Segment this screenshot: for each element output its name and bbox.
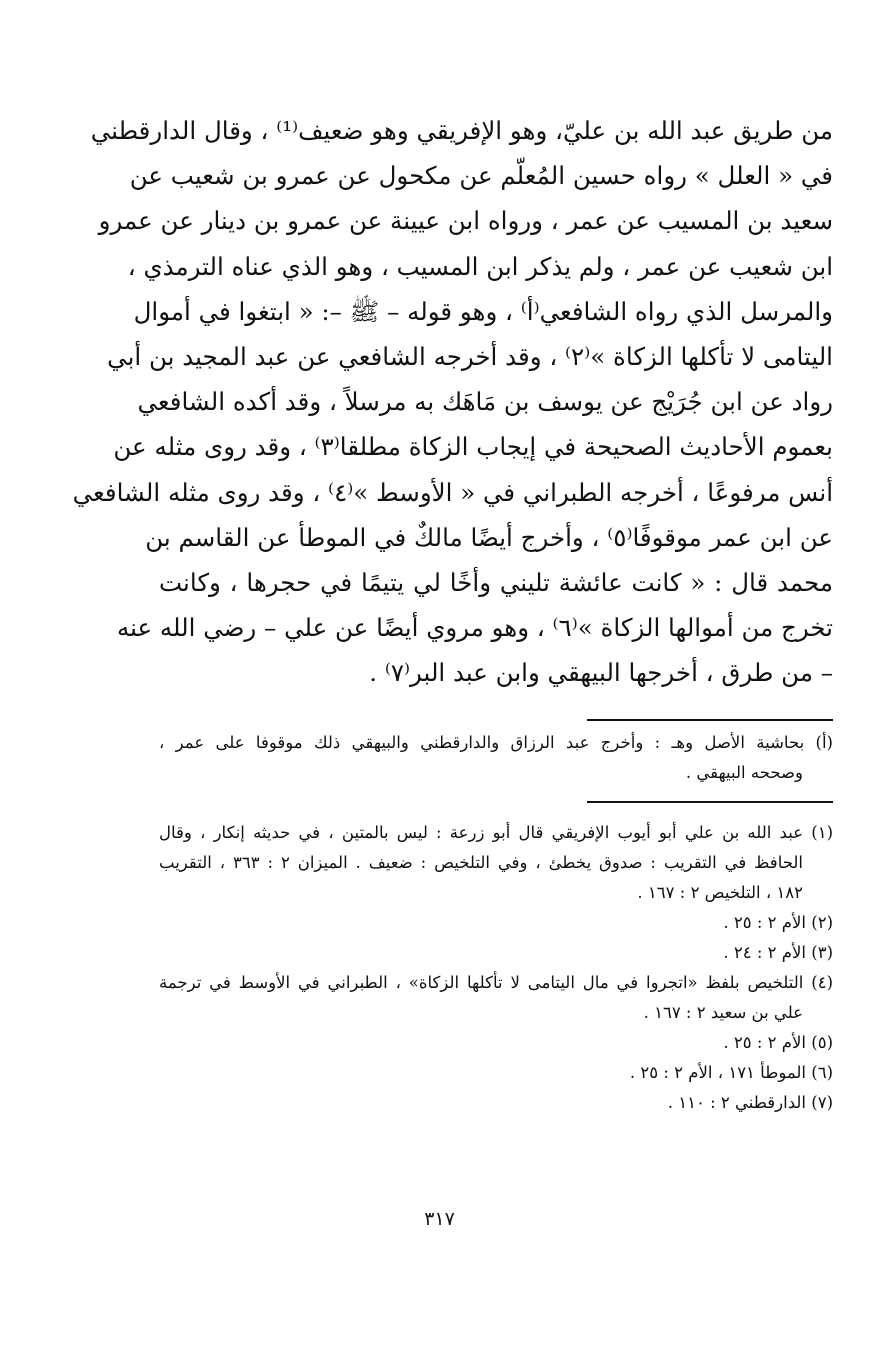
sidenote-line: وصححه البيهقي . [685,763,803,782]
footnote-line: (٣) الأم ٢ : ٢٤ . [723,943,833,962]
body-line: بعموم الأحاديث الصحيحة في إيجاب الزكاة مطلقا⁽٣⁾ ، وقد روى مثله عن [113,432,833,462]
body-line: من طريق عبد الله بن عليّ، وهو الإفريقي وهو ضعيف⁽¹⁾ ، وقال الدارقطني [90,116,833,145]
page-number: ٣١٧ [424,1208,455,1230]
manuscript-sidenote [159,728,833,788]
footnote-line: (٥) الأم ٢ : ٢٥ . [723,1033,833,1052]
footnotes [159,818,833,1118]
body-line: تخرج من أموالها الزكاة »⁽٦⁾ ، وهو مروي أيضًا عن علي – رضي الله عنه [116,613,833,643]
sidenote-separator [587,719,833,721]
footnote-separator [587,801,833,803]
body-line: عن ابن عمر موقوفًا⁽٥⁾ ، وأخرج أيضًا مالكٌ في الموطأ عن القاسم بن [145,522,833,552]
footnote-line: (٢) الأم ٢ : ٢٥ . [723,913,833,932]
body-line: – من طرق ، أخرجها البيهقي وابن عبد البر⁽٧⁾ . [369,658,833,688]
body-line: والمرسل الذي رواه الشافعي⁽أ⁾ ، وهو قوله – ﷺ –: « ابتغوا في أموال [133,296,833,326]
body-text [72,108,833,695]
footnote-line: (٤) التلخيص بلفظ «اتجروا في مال اليتامى لا تأكلها الزكاة» ، الطبراني في الأوسط في ترجمة [159,973,833,992]
body-line: أنس مرفوعًا ، أخرجه الطبراني في « الأوسط »⁽٤⁾ ، وقد روى مثله الشافعي [72,477,833,507]
footnote-line: علي بن سعيد ٢ : ١٦٧ . [643,1003,803,1022]
footnote-line: (١) عبد الله بن علي أبو أيوب الإفريقي قال أبو زرعة : ليس بالمتين ، في حديثه إنكار ، وقال [159,823,833,842]
footnote-line: (٦) الموطأ ١٧١ ، الأم ٢ : ٢٥ . [629,1063,833,1082]
body-line: في « العلل » رواه حسين المُعلّم عن مكحول عن عمرو بن شعيب عن [129,161,833,191]
body-line: محمد قال : « كانت عائشة تليني وأخًا لي يتيمًا في حجرها ، وكانت [159,567,833,597]
sidenote-line: (أ) بحاشية الأصل وهـ : وأخرج عبد الرزاق والدارقطني والبيهقي ذلك موقوفا على عمر ، [159,733,833,752]
footnote-line: الحافظ في التقريب : صدوق يخطئ ، وفي التلخيص : ضعيف . الميزان ٢ : ٣٦٣ ، التقريب [159,853,803,872]
body-line: رواد عن ابن جُرَيْج عن يوسف بن مَاهَك به مرسلاً ، وقد أكده الشافعي [137,387,833,417]
body-line: اليتامى لا تأكلها الزكاة »⁽٢⁾ ، وقد أخرجه الشافعي عن عبد المجيد بن أبي [107,341,833,371]
footnote-line: (٧) الدارقطني ٢ : ١١٠ . [667,1093,833,1112]
footnote-line: ١٨٢ ، التلخيص ٢ : ١٦٧ . [637,883,803,902]
body-line: ابن شعيب عن عمر ، ولم يذكر ابن المسيب ، وهو الذي عناه الترمذي ، [127,251,833,281]
body-line: سعيد بن المسيب عن عمر ، ورواه ابن عيينة عن عمرو بن دينار عن عمرو [98,206,833,236]
